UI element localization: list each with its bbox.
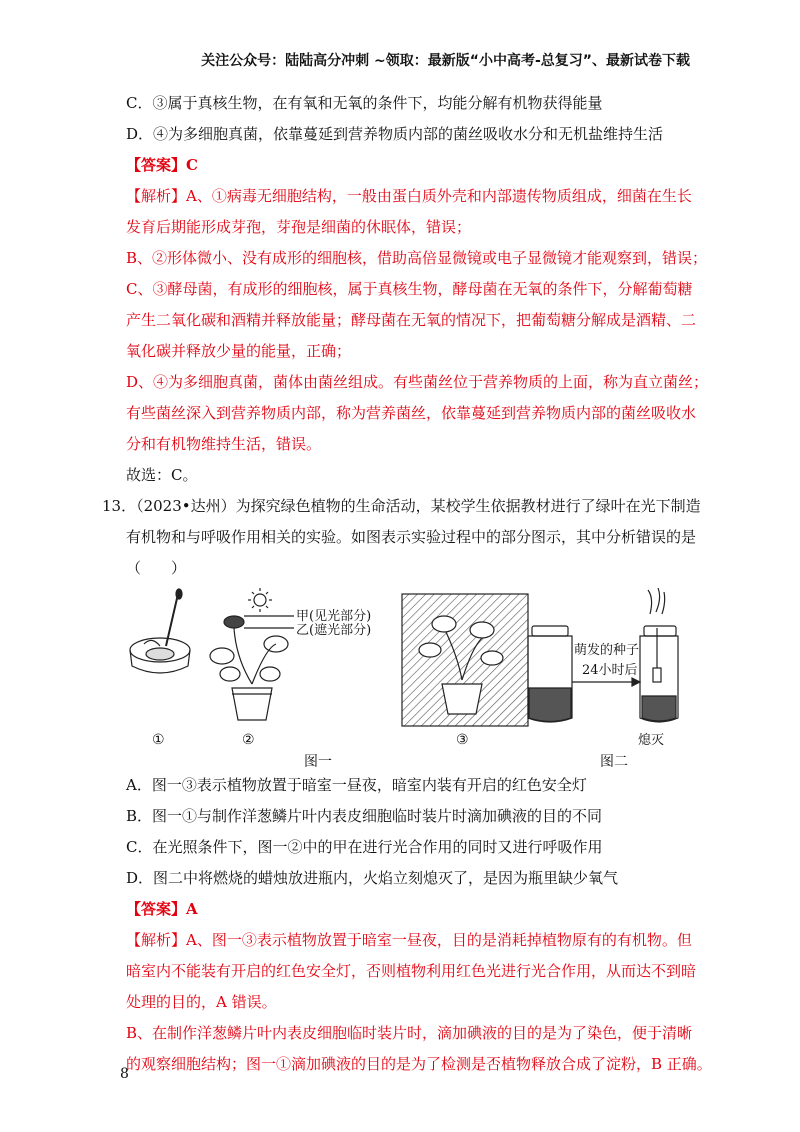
stem-line: 13．（2023•达州）为探究绿色植物的生命活动，某校学生依据教材进行了绿叶在光下制造 <box>102 497 701 515</box>
figure-number-3: ③ <box>456 732 469 748</box>
analysis-line: 暗室内不能装有开启的红色安全灯，否则植物利用红色光进行光合作用，从而达不到暗 <box>126 962 697 980</box>
analysis-line: 有些菌丝深入到营养物质内部，称为营养菌丝，依靠蔓延到营养物质内部的菌丝吸收水 <box>126 404 697 422</box>
experiment-illustration <box>126 588 686 768</box>
label-jia: 甲(见光部分) <box>296 609 372 624</box>
figure-number-2: ② <box>242 732 255 748</box>
candle-jar-illustration <box>640 588 678 722</box>
q13-option: D．图二中将燃烧的蜡烛放进瓶内，火焰立刻熄灭了，是因为瓶里缺少氧气 <box>126 869 619 887</box>
analysis-line: C、③酵母菌，有成形的细胞核，属于真核生物，酵母菌在无氧的条件下，分解葡萄糖 <box>126 280 693 298</box>
label-seeds: 萌发的种子 <box>574 643 640 658</box>
analysis-line: 的观察细胞结构；图一①滴加碘液的目的是为了检测是否植物释放合成了淀粉，B 正确。 <box>126 1055 712 1073</box>
figure-number-1: ① <box>152 732 165 748</box>
analysis-line: 【解析】A、图一③表示植物放置于暗室一昼夜，目的是消耗掉植物原有的有机物。但 <box>126 931 692 949</box>
analysis-line: 处理的目的，A 错误。 <box>126 993 277 1011</box>
page-header: 关注公众号：陆陆高分冲刺 ~领取：最新版“小中高考-总复习”、最新试卷下载 <box>201 53 690 69</box>
q13-option: B．图一①与制作洋葱鳞片叶内表皮细胞临时装片时滴加碘液的目的不同 <box>126 807 603 825</box>
q13-analysis <box>126 925 712 1080</box>
analysis-line: 发育后期能形成芽孢，芽孢是细菌的休眠体，错误； <box>126 218 472 236</box>
label-yi: 乙(遮光部分) <box>296 623 372 638</box>
label-time: 24小时后 <box>582 663 638 678</box>
q13-option: C．在光照条件下，图一②中的甲在进行光合作用的同时又进行呼吸作用 <box>126 838 603 856</box>
analysis-line: 氧化碳并释放少量的能量，正确； <box>126 342 352 360</box>
q12-conclusion: 故选：C。 <box>126 466 198 484</box>
analysis-line: 【解析】A、①病毒无细胞结构，一般由蛋白质外壳和内部遗传物质组成，细菌在生长 <box>126 187 692 205</box>
analysis-line: D、④为多细胞真菌，菌体由菌丝组成。有些菌丝位于营养物质的上面，称为直立菌丝； <box>126 373 709 391</box>
figure-caption-1: 图一 <box>304 754 332 768</box>
q13-stem <box>102 491 701 584</box>
seed-jar-illustration <box>528 626 572 722</box>
experiment-figure <box>126 588 686 768</box>
stem-line: 有机物和与呼吸作用相关的实验。如图表示实验过程中的部分图示，其中分析错误的是 <box>126 528 697 546</box>
q12-option-c: C．③属于真核生物，在有氧和无氧的条件下，均能分解有机物获得能量 <box>126 94 603 112</box>
q12-analysis <box>126 181 709 460</box>
analysis-line: 分和有机物维持生活，错误。 <box>126 435 322 453</box>
q12-option-d: D．④为多细胞真菌，依靠蔓延到营养物质内部的菌丝吸收水分和无机盐维持生活 <box>126 125 664 143</box>
q13-option: A．图一③表示植物放置于暗室一昼夜，暗室内装有开启的红色安全灯 <box>126 776 587 794</box>
label-extinguish: 熄灭 <box>638 733 665 748</box>
q12-answer: 【答案】C <box>126 156 198 174</box>
petri-dish-illustration <box>130 589 190 673</box>
q13-answer: 【答案】A <box>126 900 198 918</box>
q13-options <box>126 770 686 894</box>
page-content <box>102 88 712 1080</box>
analysis-line: B、在制作洋葱鳞片叶内表皮细胞临时装片时，滴加碘液的目的是为了染色，便于清晰 <box>126 1024 693 1042</box>
figure-caption-2: 图二 <box>600 754 628 768</box>
dark-room-illustration <box>402 594 528 726</box>
arrow-icon <box>572 678 640 686</box>
potted-plant-sun-illustration <box>210 588 294 720</box>
stem-line: （ ） <box>126 559 187 577</box>
analysis-line: B、②形体微小、没有成形的细胞核，借助高倍显微镜或电子显微镜才能观察到，错误； <box>126 249 708 267</box>
page-number: 8 <box>120 1066 129 1082</box>
analysis-line: 产生二氧化碳和酒精并释放能量；酵母菌在无氧的情况下，把葡萄糖分解成是酒精、二 <box>126 311 697 329</box>
